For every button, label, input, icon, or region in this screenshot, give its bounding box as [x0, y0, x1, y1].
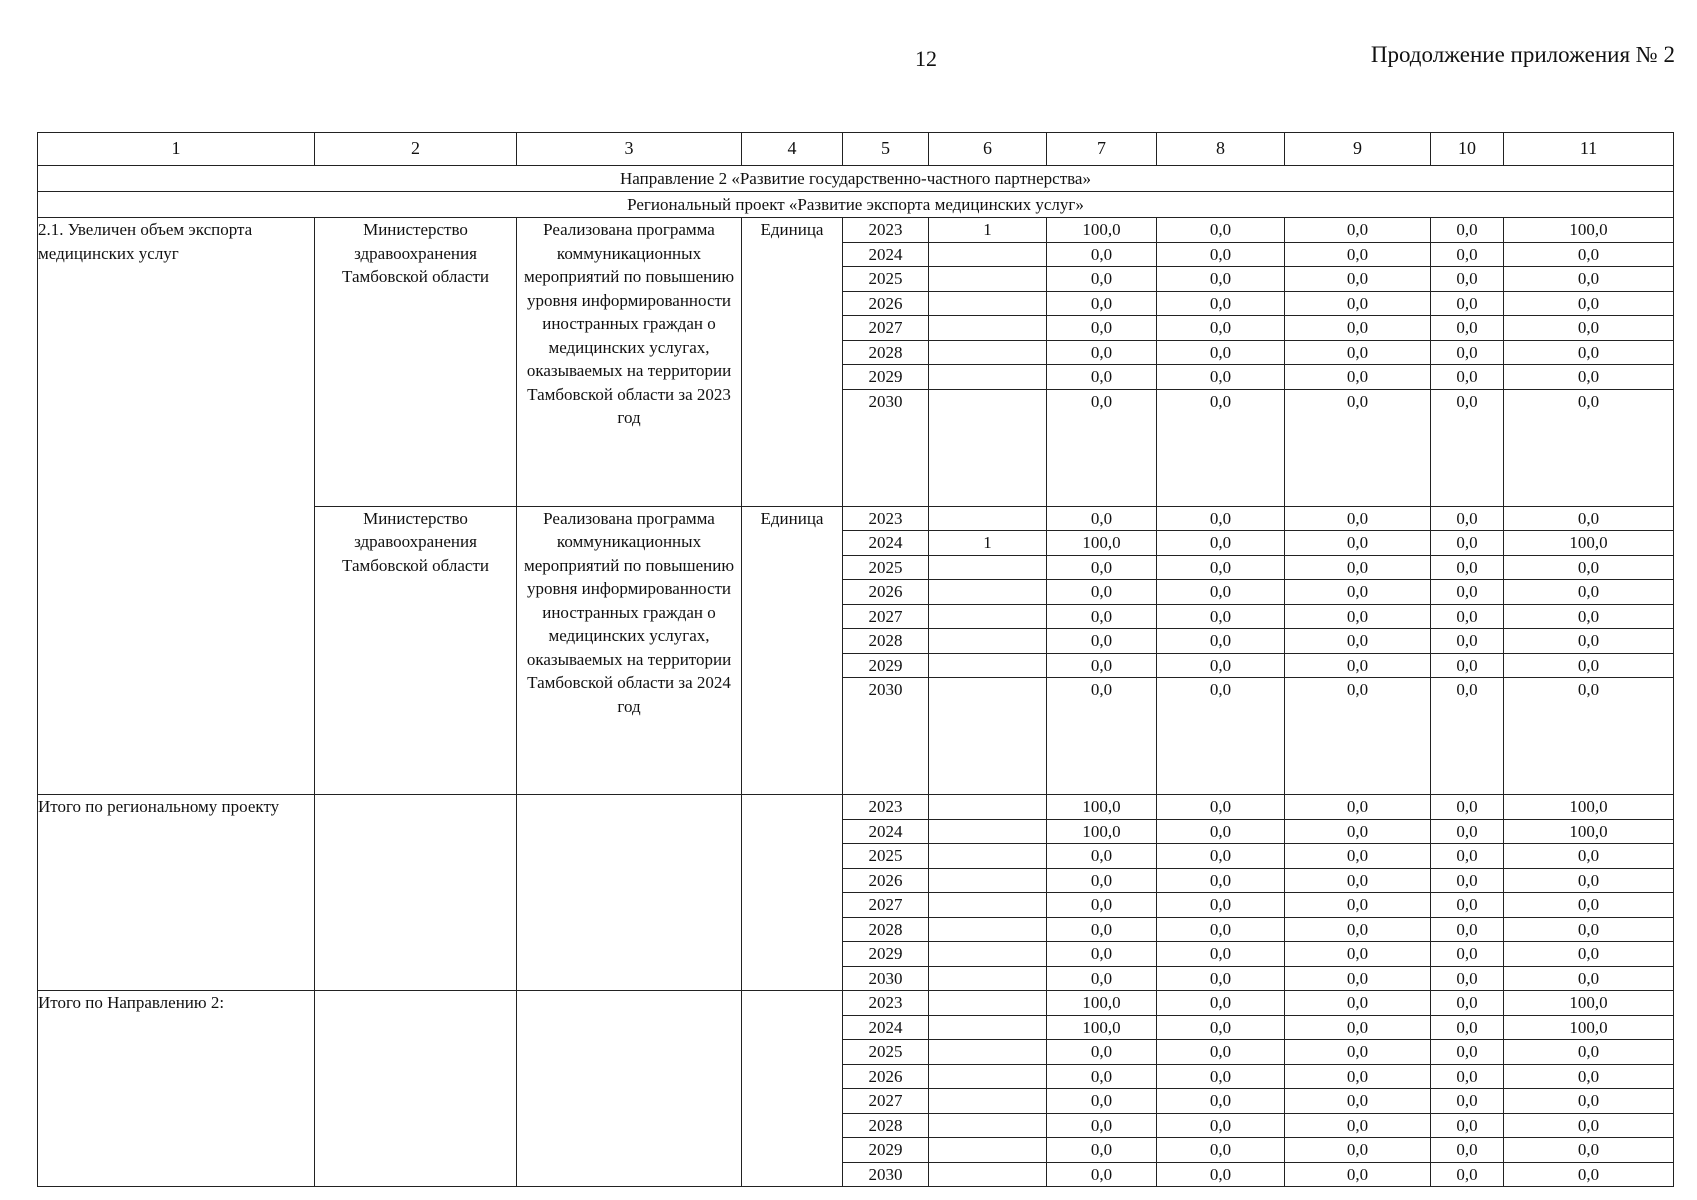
- value-cell-c7: 0,0: [1047, 653, 1157, 678]
- year-cell: 2024: [843, 242, 929, 267]
- year-cell: 2029: [843, 653, 929, 678]
- value-cell-c7: 100,0: [1047, 531, 1157, 556]
- col-header-4: 4: [742, 133, 843, 166]
- year-cell: 2025: [843, 844, 929, 869]
- value-cell-c9: 0,0: [1285, 531, 1431, 556]
- year-cell: 2028: [843, 629, 929, 654]
- year-cell: 2030: [843, 1162, 929, 1187]
- col-header-11: 11: [1504, 133, 1674, 166]
- total-label: Итого по региональному проекту: [38, 795, 315, 991]
- value-cell-c9: 0,0: [1285, 678, 1431, 795]
- value-cell-c8: 0,0: [1157, 966, 1285, 991]
- value-cell-c7: 0,0: [1047, 389, 1157, 506]
- value-cell-c9: 0,0: [1285, 629, 1431, 654]
- value-cell-c11: 100,0: [1504, 795, 1674, 820]
- value-cell-c8: 0,0: [1157, 218, 1285, 243]
- value-cell-c6: [929, 389, 1047, 506]
- value-cell-c8: 0,0: [1157, 604, 1285, 629]
- empty-cell: [517, 795, 742, 991]
- year-cell: 2030: [843, 678, 929, 795]
- value-cell-c10: 0,0: [1431, 678, 1504, 795]
- value-cell-c8: 0,0: [1157, 316, 1285, 341]
- value-cell-c7: 0,0: [1047, 893, 1157, 918]
- year-cell: 2027: [843, 893, 929, 918]
- result-label: 2.1. Увеличен объем экспорта медицинских услуг: [38, 218, 315, 795]
- responsible-executor: Министерство здравоохранения Тамбовской области: [315, 218, 517, 507]
- value-cell-c6: [929, 966, 1047, 991]
- value-cell-c8: 0,0: [1157, 1162, 1285, 1187]
- page-number: 12: [915, 46, 937, 71]
- value-cell-c9: 0,0: [1285, 267, 1431, 292]
- value-cell-c11: 0,0: [1504, 966, 1674, 991]
- col-header-5: 5: [843, 133, 929, 166]
- value-cell-c7: 0,0: [1047, 506, 1157, 531]
- value-cell-c11: 0,0: [1504, 267, 1674, 292]
- value-cell-c6: [929, 267, 1047, 292]
- value-cell-c10: 0,0: [1431, 580, 1504, 605]
- responsible-executor: Министерство здравоохранения Тамбовской области: [315, 506, 517, 795]
- value-cell-c6: [929, 678, 1047, 795]
- year-cell: 2028: [843, 1113, 929, 1138]
- value-cell-c10: 0,0: [1431, 1089, 1504, 1114]
- value-cell-c11: 0,0: [1504, 389, 1674, 506]
- value-cell-c9: 0,0: [1285, 316, 1431, 341]
- value-cell-c10: 0,0: [1431, 966, 1504, 991]
- year-cell: 2024: [843, 819, 929, 844]
- value-cell-c10: 0,0: [1431, 316, 1504, 341]
- col-header-10: 10: [1431, 133, 1504, 166]
- value-cell-c7: 0,0: [1047, 868, 1157, 893]
- value-cell-c6: [929, 316, 1047, 341]
- value-cell-c8: 0,0: [1157, 1015, 1285, 1040]
- table-row: [38, 218, 1674, 243]
- value-cell-c7: 0,0: [1047, 917, 1157, 942]
- value-cell-c10: 0,0: [1431, 267, 1504, 292]
- value-cell-c6: [929, 1138, 1047, 1163]
- value-cell-c9: 0,0: [1285, 819, 1431, 844]
- value-cell-c8: 0,0: [1157, 819, 1285, 844]
- value-cell-c9: 0,0: [1285, 218, 1431, 243]
- value-cell-c10: 0,0: [1431, 218, 1504, 243]
- value-cell-c9: 0,0: [1285, 1040, 1431, 1065]
- value-cell-c9: 0,0: [1285, 1138, 1431, 1163]
- value-cell-c11: 0,0: [1504, 340, 1674, 365]
- year-cell: 2027: [843, 316, 929, 341]
- value-cell-c11: 0,0: [1504, 316, 1674, 341]
- value-cell-c6: [929, 604, 1047, 629]
- value-cell-c7: 0,0: [1047, 966, 1157, 991]
- value-cell-c9: 0,0: [1285, 1015, 1431, 1040]
- value-cell-c11: 0,0: [1504, 653, 1674, 678]
- empty-cell: [742, 795, 843, 991]
- value-cell-c9: 0,0: [1285, 844, 1431, 869]
- col-header-7: 7: [1047, 133, 1157, 166]
- value-cell-c11: 100,0: [1504, 991, 1674, 1016]
- value-cell-c11: 100,0: [1504, 1015, 1674, 1040]
- value-cell-c9: 0,0: [1285, 966, 1431, 991]
- value-cell-c7: 0,0: [1047, 242, 1157, 267]
- value-cell-c10: 0,0: [1431, 844, 1504, 869]
- value-cell-c8: 0,0: [1157, 942, 1285, 967]
- value-cell-c7: 0,0: [1047, 678, 1157, 795]
- value-cell-c7: 100,0: [1047, 1015, 1157, 1040]
- value-cell-c8: 0,0: [1157, 991, 1285, 1016]
- value-cell-c11: 0,0: [1504, 291, 1674, 316]
- value-cell-c6: 1: [929, 531, 1047, 556]
- value-cell-c6: [929, 555, 1047, 580]
- value-cell-c7: 0,0: [1047, 1089, 1157, 1114]
- value-cell-c8: 0,0: [1157, 340, 1285, 365]
- value-cell-c6: [929, 917, 1047, 942]
- year-cell: 2026: [843, 868, 929, 893]
- value-cell-c11: 0,0: [1504, 942, 1674, 967]
- value-cell-c10: 0,0: [1431, 629, 1504, 654]
- value-cell-c7: 0,0: [1047, 844, 1157, 869]
- value-cell-c10: 0,0: [1431, 1138, 1504, 1163]
- year-cell: 2024: [843, 531, 929, 556]
- col-header-9: 9: [1285, 133, 1431, 166]
- year-cell: 2027: [843, 1089, 929, 1114]
- value-cell-c7: 0,0: [1047, 1064, 1157, 1089]
- unit-of-measure: Единица: [742, 218, 843, 507]
- value-cell-c10: 0,0: [1431, 893, 1504, 918]
- value-cell-c11: 0,0: [1504, 242, 1674, 267]
- value-cell-c6: [929, 991, 1047, 1016]
- value-cell-c8: 0,0: [1157, 1113, 1285, 1138]
- year-cell: 2024: [843, 1015, 929, 1040]
- unit-of-measure: Единица: [742, 506, 843, 795]
- value-cell-c7: 0,0: [1047, 291, 1157, 316]
- value-cell-c7: 0,0: [1047, 580, 1157, 605]
- value-cell-c10: 0,0: [1431, 555, 1504, 580]
- value-cell-c11: 0,0: [1504, 1162, 1674, 1187]
- value-cell-c8: 0,0: [1157, 506, 1285, 531]
- col-header-1: 1: [38, 133, 315, 166]
- value-cell-c11: 0,0: [1504, 580, 1674, 605]
- value-cell-c10: 0,0: [1431, 1064, 1504, 1089]
- value-cell-c8: 0,0: [1157, 678, 1285, 795]
- value-cell-c10: 0,0: [1431, 1040, 1504, 1065]
- value-cell-c8: 0,0: [1157, 844, 1285, 869]
- value-cell-c11: 0,0: [1504, 555, 1674, 580]
- value-cell-c7: 100,0: [1047, 991, 1157, 1016]
- value-cell-c11: 0,0: [1504, 917, 1674, 942]
- year-cell: 2029: [843, 365, 929, 390]
- value-cell-c6: [929, 1040, 1047, 1065]
- value-cell-c7: 0,0: [1047, 1138, 1157, 1163]
- value-cell-c8: 0,0: [1157, 868, 1285, 893]
- value-cell-c7: 0,0: [1047, 942, 1157, 967]
- year-cell: 2023: [843, 218, 929, 243]
- total-row: [38, 795, 1674, 820]
- year-cell: 2026: [843, 1064, 929, 1089]
- value-cell-c7: 0,0: [1047, 555, 1157, 580]
- value-cell-c9: 0,0: [1285, 389, 1431, 506]
- value-cell-c8: 0,0: [1157, 531, 1285, 556]
- direction-row: [38, 166, 1674, 192]
- value-cell-c6: [929, 629, 1047, 654]
- value-cell-c9: 0,0: [1285, 653, 1431, 678]
- value-cell-c9: 0,0: [1285, 1089, 1431, 1114]
- table-body: [38, 133, 1674, 1187]
- empty-cell: [742, 991, 843, 1187]
- year-cell: 2028: [843, 340, 929, 365]
- value-cell-c9: 0,0: [1285, 604, 1431, 629]
- value-cell-c8: 0,0: [1157, 1064, 1285, 1089]
- value-cell-c9: 0,0: [1285, 242, 1431, 267]
- value-cell-c11: 0,0: [1504, 1138, 1674, 1163]
- total-row: [38, 991, 1674, 1016]
- value-cell-c6: [929, 1162, 1047, 1187]
- value-cell-c11: 0,0: [1504, 1089, 1674, 1114]
- value-cell-c11: 100,0: [1504, 531, 1674, 556]
- value-cell-c11: 0,0: [1504, 678, 1674, 795]
- value-cell-c8: 0,0: [1157, 893, 1285, 918]
- value-cell-c11: 0,0: [1504, 604, 1674, 629]
- value-cell-c8: 0,0: [1157, 1040, 1285, 1065]
- total-label: Итого по Направлению 2:: [38, 991, 315, 1187]
- col-header-6: 6: [929, 133, 1047, 166]
- value-cell-c9: 0,0: [1285, 506, 1431, 531]
- value-cell-c8: 0,0: [1157, 629, 1285, 654]
- value-cell-c6: [929, 1015, 1047, 1040]
- value-cell-c9: 0,0: [1285, 340, 1431, 365]
- value-cell-c7: 0,0: [1047, 365, 1157, 390]
- col-header-3: 3: [517, 133, 742, 166]
- value-cell-c9: 0,0: [1285, 555, 1431, 580]
- empty-cell: [517, 991, 742, 1187]
- value-cell-c8: 0,0: [1157, 653, 1285, 678]
- value-cell-c8: 0,0: [1157, 1089, 1285, 1114]
- value-cell-c8: 0,0: [1157, 365, 1285, 390]
- value-cell-c8: 0,0: [1157, 795, 1285, 820]
- value-cell-c10: 0,0: [1431, 291, 1504, 316]
- value-cell-c8: 0,0: [1157, 242, 1285, 267]
- value-cell-c11: 0,0: [1504, 1113, 1674, 1138]
- value-cell-c6: [929, 506, 1047, 531]
- value-cell-c10: 0,0: [1431, 1015, 1504, 1040]
- year-cell: 2025: [843, 555, 929, 580]
- value-cell-c7: 0,0: [1047, 316, 1157, 341]
- value-cell-c8: 0,0: [1157, 580, 1285, 605]
- value-cell-c7: 100,0: [1047, 795, 1157, 820]
- value-cell-c11: 0,0: [1504, 1064, 1674, 1089]
- value-cell-c7: 100,0: [1047, 218, 1157, 243]
- value-cell-c11: 100,0: [1504, 218, 1674, 243]
- value-cell-c6: [929, 653, 1047, 678]
- value-cell-c10: 0,0: [1431, 531, 1504, 556]
- year-cell: 2026: [843, 580, 929, 605]
- value-cell-c6: [929, 942, 1047, 967]
- year-cell: 2030: [843, 966, 929, 991]
- direction-title: Направление 2 «Развитие государственно-частного партнерства»: [38, 166, 1674, 192]
- value-cell-c11: 0,0: [1504, 844, 1674, 869]
- value-cell-c10: 0,0: [1431, 653, 1504, 678]
- value-cell-c11: 100,0: [1504, 819, 1674, 844]
- value-cell-c10: 0,0: [1431, 389, 1504, 506]
- year-cell: 2028: [843, 917, 929, 942]
- value-cell-c7: 0,0: [1047, 1040, 1157, 1065]
- project-row: [38, 192, 1674, 218]
- column-number-row: [38, 133, 1674, 166]
- col-header-2: 2: [315, 133, 517, 166]
- value-cell-c6: [929, 868, 1047, 893]
- year-cell: 2023: [843, 991, 929, 1016]
- value-cell-c10: 0,0: [1431, 506, 1504, 531]
- value-cell-c6: [929, 291, 1047, 316]
- value-cell-c8: 0,0: [1157, 267, 1285, 292]
- year-cell: 2029: [843, 942, 929, 967]
- value-cell-c6: [929, 819, 1047, 844]
- value-cell-c6: [929, 844, 1047, 869]
- year-cell: 2023: [843, 506, 929, 531]
- value-cell-c9: 0,0: [1285, 291, 1431, 316]
- col-header-8: 8: [1157, 133, 1285, 166]
- event-description: Реализована программа коммуникационных мероприятий по повышению уровня информированности иностранных граждан о медицинских услугах, оказываемых на территории Тамбовской области за 2024 год: [517, 506, 742, 795]
- value-cell-c9: 0,0: [1285, 365, 1431, 390]
- value-cell-c10: 0,0: [1431, 942, 1504, 967]
- value-cell-c10: 0,0: [1431, 819, 1504, 844]
- event-description: Реализована программа коммуникационных мероприятий по повышению уровня информированности иностранных граждан о медицинских услугах, оказываемых на территории Тамбовской области за 2023 год: [517, 218, 742, 507]
- value-cell-c7: 0,0: [1047, 629, 1157, 654]
- value-cell-c7: 0,0: [1047, 1113, 1157, 1138]
- value-cell-c8: 0,0: [1157, 555, 1285, 580]
- value-cell-c9: 0,0: [1285, 893, 1431, 918]
- year-cell: 2025: [843, 267, 929, 292]
- value-cell-c11: 0,0: [1504, 868, 1674, 893]
- project-title: Региональный проект «Развитие экспорта медицинских услуг»: [38, 192, 1674, 218]
- year-cell: 2025: [843, 1040, 929, 1065]
- value-cell-c9: 0,0: [1285, 1113, 1431, 1138]
- year-cell: 2030: [843, 389, 929, 506]
- value-cell-c7: 100,0: [1047, 819, 1157, 844]
- value-cell-c9: 0,0: [1285, 942, 1431, 967]
- continuation-note: Продолжение приложения № 2: [1370, 42, 1675, 67]
- value-cell-c10: 0,0: [1431, 340, 1504, 365]
- value-cell-c8: 0,0: [1157, 389, 1285, 506]
- appendix-table: [37, 132, 1674, 1187]
- value-cell-c10: 0,0: [1431, 242, 1504, 267]
- value-cell-c8: 0,0: [1157, 1138, 1285, 1163]
- value-cell-c10: 0,0: [1431, 1162, 1504, 1187]
- value-cell-c11: 0,0: [1504, 1040, 1674, 1065]
- value-cell-c11: 0,0: [1504, 506, 1674, 531]
- year-cell: 2027: [843, 604, 929, 629]
- value-cell-c7: 0,0: [1047, 340, 1157, 365]
- value-cell-c10: 0,0: [1431, 365, 1504, 390]
- value-cell-c6: [929, 242, 1047, 267]
- value-cell-c10: 0,0: [1431, 868, 1504, 893]
- value-cell-c10: 0,0: [1431, 917, 1504, 942]
- year-cell: 2029: [843, 1138, 929, 1163]
- value-cell-c9: 0,0: [1285, 580, 1431, 605]
- value-cell-c6: [929, 1089, 1047, 1114]
- value-cell-c6: [929, 365, 1047, 390]
- value-cell-c9: 0,0: [1285, 917, 1431, 942]
- value-cell-c11: 0,0: [1504, 629, 1674, 654]
- value-cell-c10: 0,0: [1431, 604, 1504, 629]
- empty-cell: [315, 795, 517, 991]
- value-cell-c10: 0,0: [1431, 1113, 1504, 1138]
- value-cell-c11: 0,0: [1504, 893, 1674, 918]
- value-cell-c6: [929, 795, 1047, 820]
- value-cell-c6: [929, 580, 1047, 605]
- value-cell-c7: 0,0: [1047, 267, 1157, 292]
- value-cell-c7: 0,0: [1047, 1162, 1157, 1187]
- value-cell-c6: [929, 1064, 1047, 1089]
- value-cell-c6: [929, 340, 1047, 365]
- value-cell-c10: 0,0: [1431, 795, 1504, 820]
- value-cell-c8: 0,0: [1157, 917, 1285, 942]
- value-cell-c7: 0,0: [1047, 604, 1157, 629]
- value-cell-c6: [929, 893, 1047, 918]
- value-cell-c6: 1: [929, 218, 1047, 243]
- value-cell-c11: 0,0: [1504, 365, 1674, 390]
- value-cell-c9: 0,0: [1285, 795, 1431, 820]
- value-cell-c10: 0,0: [1431, 991, 1504, 1016]
- value-cell-c9: 0,0: [1285, 1064, 1431, 1089]
- empty-cell: [315, 991, 517, 1187]
- value-cell-c9: 0,0: [1285, 1162, 1431, 1187]
- year-cell: 2026: [843, 291, 929, 316]
- year-cell: 2023: [843, 795, 929, 820]
- value-cell-c6: [929, 1113, 1047, 1138]
- value-cell-c9: 0,0: [1285, 868, 1431, 893]
- value-cell-c9: 0,0: [1285, 991, 1431, 1016]
- value-cell-c8: 0,0: [1157, 291, 1285, 316]
